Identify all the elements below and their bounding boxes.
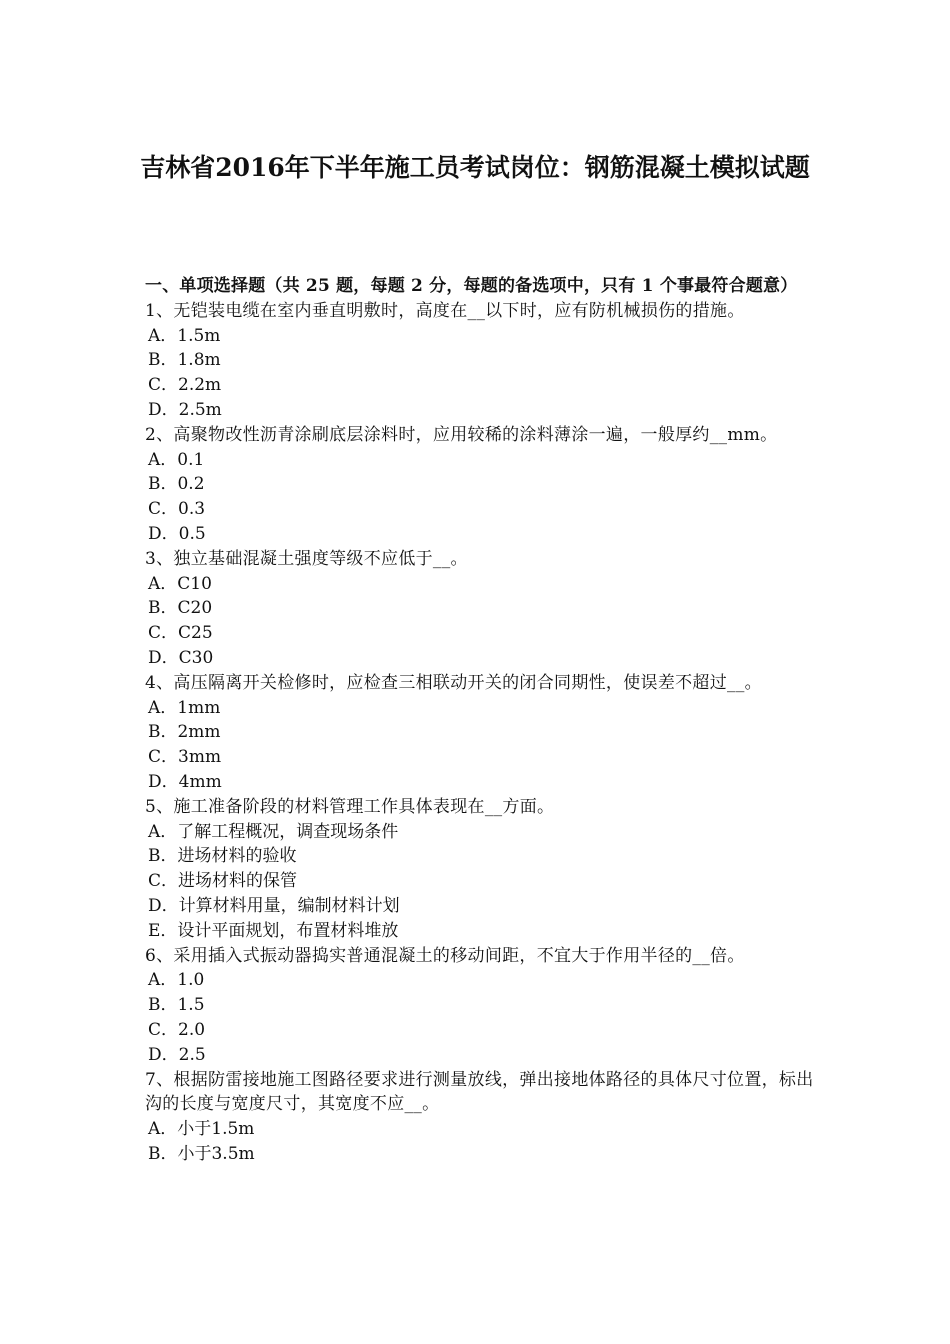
option-d: D．2.5 (148, 1044, 206, 1065)
option-a: A．C10 (148, 573, 212, 594)
question-6 (145, 944, 825, 1068)
question-stem: 6、采用插入式振动器捣实普通混凝土的移动间距，不宜大于作用半径的__倍。 (145, 945, 745, 966)
section-heading: 一、单项选择题（共 25 题，每题 2 分，每题的备选项中，只有 1 个事最符合题意） (145, 276, 798, 296)
option-b: B．0.2 (148, 474, 205, 495)
option-b: B．1.8m (148, 350, 221, 371)
question-stem: 7、根据防雷接地施工图路径要求进行测量放线，弹出接地体路径的具体尺寸位置，标出沟的长度与宽度尺寸，其宽度不应__。 (145, 1069, 814, 1115)
option-c: C．进场材料的保管 (148, 871, 298, 892)
question-7 (145, 1068, 825, 1167)
question-1 (145, 299, 825, 423)
option-a: A．小于1.5m (148, 1119, 255, 1140)
option-b: B．1.5 (148, 995, 205, 1016)
document-title: 吉林省2016年下半年施工员考试岗位：钢筋混凝土模拟试题 (140, 153, 810, 182)
question-4 (145, 671, 825, 795)
question-2 (145, 423, 825, 547)
option-a: A．1.0 (148, 970, 205, 991)
question-stem: 3、独立基础混凝土强度等级不应低于__。 (145, 548, 468, 569)
option-a: A．1mm (148, 697, 221, 718)
option-c: C．2.2m (148, 375, 222, 396)
option-b: B．小于3.5m (148, 1143, 255, 1164)
option-a: A．了解工程概况，调查现场条件 (148, 821, 399, 842)
question-stem: 1、无铠装电缆在室内垂直明敷时，高度在__以下时，应有防机械损伤的措施。 (145, 300, 745, 321)
question-stem: 2、高聚物改性沥青涂刷底层涂料时，应用较稀的涂料薄涂一遍，一般厚约__mm。 (145, 424, 778, 445)
question-stem: 4、高压隔离开关检修时，应检查三相联动开关的闭合同期性，使误差不超过__。 (145, 672, 762, 693)
option-c: C．0.3 (148, 499, 206, 520)
option-b: B．2mm (148, 722, 221, 743)
document-body (145, 274, 825, 1167)
option-a: A．1.5m (148, 325, 221, 346)
option-e: E．设计平面规划，布置材料堆放 (148, 920, 399, 941)
option-d: D．计算材料用量，编制材料计划 (148, 895, 400, 916)
option-c: C．2.0 (148, 1019, 206, 1040)
question-5 (145, 795, 825, 944)
option-d: D．2.5m (148, 399, 222, 420)
option-c: C．3mm (148, 747, 222, 768)
question-3 (145, 547, 825, 671)
question-stem: 5、施工准备阶段的材料管理工作具体表现在__方面。 (145, 796, 555, 817)
option-c: C．C25 (148, 623, 213, 644)
option-a: A．0.1 (148, 449, 205, 470)
option-d: D．4mm (148, 771, 222, 792)
option-b: B．C20 (148, 598, 213, 619)
option-d: D．0.5 (148, 523, 206, 544)
option-d: D．C30 (148, 647, 214, 668)
option-b: B．进场材料的验收 (148, 846, 297, 867)
